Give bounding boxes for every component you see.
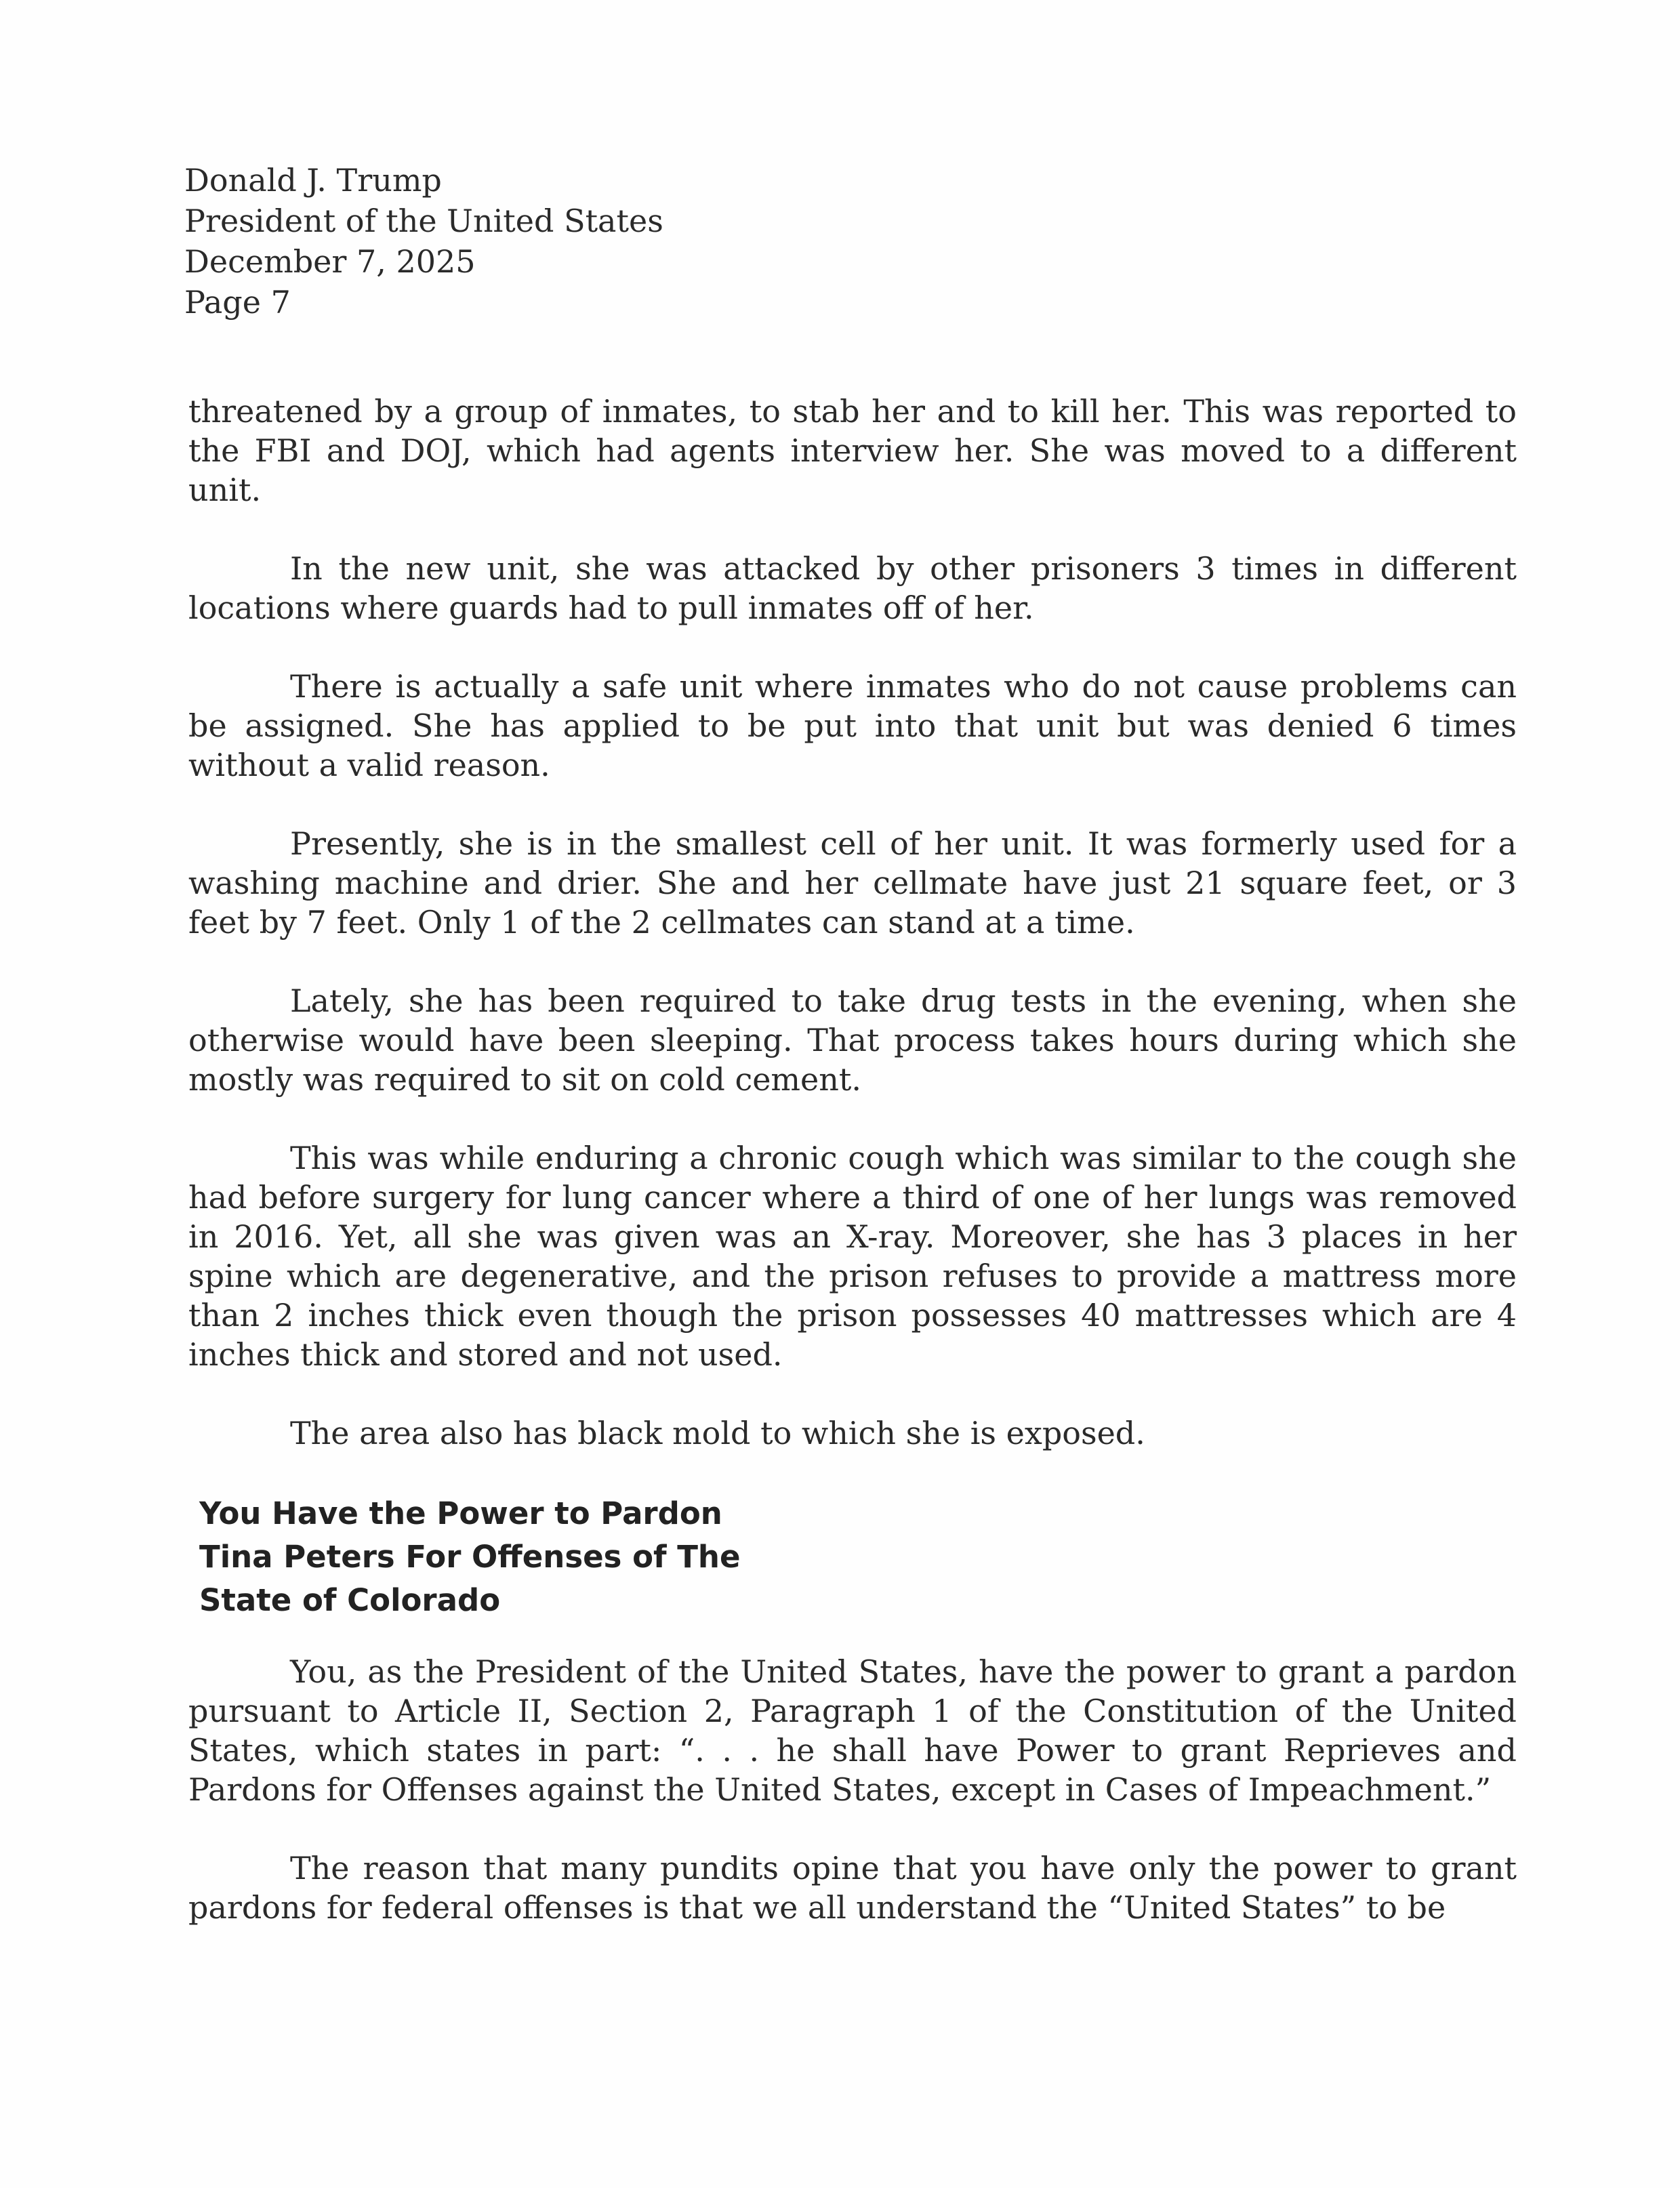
section-paragraph: You, as the President of the United States, have the power to grant a pardon pursuant to Article II, Section 2, Paragraph 1 of the Constitution of the United States, which states in part: “. . . he shall have Power to grant Reprieves and Pardons for Offenses against the United States, except in Cases of Impeachment.” — [188, 1653, 1517, 1808]
page-number: Page 7 — [184, 284, 291, 321]
body-paragraph: Presently, she is in the smallest cell of her unit. It was formerly used for a washing machine and drier. She and her cellmate have just 21 square feet, or 3 feet by 7 feet. Only 1 of the 2 cellmates can stand at a time. — [188, 825, 1517, 941]
letter-header — [184, 160, 663, 323]
body-paragraph: threatened by a group of inmates, to stab her and to kill her. This was reported to the FBI and DOJ, which had agents interview her. She was moved to a different unit. — [188, 393, 1517, 508]
section-heading-line: You Have the Power to Pardon — [199, 1495, 722, 1531]
body-paragraph: Lately, she has been required to take drug tests in the evening, when she otherwise would have been sleeping. That process takes hours during which she mostly was required to sit on cold cement. — [188, 983, 1517, 1098]
body-paragraph: The area also has black mold to which she is exposed. — [290, 1415, 1145, 1451]
recipient-name: Donald J. Trump — [184, 162, 442, 199]
recipient-title: President of the United States — [184, 203, 663, 239]
body-paragraph: This was while enduring a chronic cough which was similar to the cough she had before surgery for lung cancer where a third of one of her lungs was removed in 2016. Yet, all she was given was an X-ray. Moreover, she has 3 places in her spine which are degenerative, and the prison refuses to provide a mattress more than 2 inches thick even though the prison possesses 40 mattresses which are 4 inches thick and stored and not used. — [188, 1140, 1517, 1373]
section-heading — [199, 1492, 1517, 1622]
section-heading-line: Tina Peters For Offenses of The — [199, 1539, 741, 1575]
body-paragraph: There is actually a safe unit where inmates who do not cause problems can be assigned. She has applied to be put into that unit but was denied 6 times without a valid reason. — [188, 668, 1517, 783]
section-heading-line: State of Colorado — [199, 1582, 501, 1618]
section-paragraph: The reason that many pundits opine that you have only the power to grant pardons for federal offenses is that we all understand the “United States” to be — [188, 1850, 1517, 1926]
letter-date: December 7, 2025 — [184, 243, 476, 280]
body-paragraph: In the new unit, she was attacked by other prisoners 3 times in different locations where guards had to pull inmates off of her. — [188, 550, 1517, 626]
letter-body — [188, 392, 1517, 1966]
